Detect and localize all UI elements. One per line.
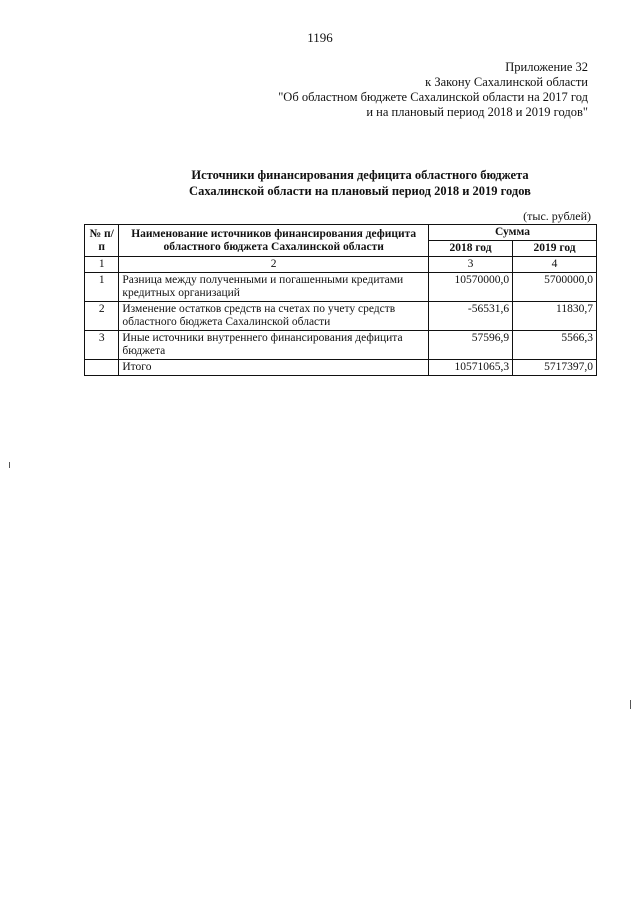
scan-mark	[630, 700, 631, 709]
table-row	[85, 302, 597, 331]
scan-mark	[9, 462, 10, 468]
appendix-header	[278, 60, 588, 120]
page-number: 1196	[307, 30, 333, 45]
header-2018: 2018 год	[428, 241, 512, 257]
appendix-line-1: Приложение 32	[505, 60, 588, 74]
row-name: Изменение остатков средств на счетах по учету средств областного бюджета Сахалинской области	[119, 302, 429, 331]
total-2018: 10571065,3	[428, 360, 512, 376]
total-label: Итого	[119, 360, 429, 376]
table-header-row	[85, 225, 597, 241]
appendix-line-3: "Об областном бюджете Сахалинской области на 2017 год	[278, 90, 588, 104]
appendix-line-2: к Закону Сахалинской области	[425, 75, 588, 89]
col-number-3: 3	[428, 257, 512, 273]
document-title	[0, 167, 640, 199]
col-number-1: 1	[85, 257, 119, 273]
row-2018: 57596,9	[428, 331, 512, 360]
table-row	[85, 331, 597, 360]
row-num: 2	[85, 302, 119, 331]
row-num: 1	[85, 273, 119, 302]
table-row	[85, 273, 597, 302]
col-number-4: 4	[513, 257, 597, 273]
header-name: Наименование источников финансирования дефицита областного бюджета Сахалинской области	[119, 225, 429, 257]
total-num	[85, 360, 119, 376]
row-name: Иные источники внутреннего финансирования дефицита бюджета	[119, 331, 429, 360]
financing-sources-table	[84, 224, 597, 376]
row-2018: 10570000,0	[428, 273, 512, 302]
total-2019: 5717397,0	[513, 360, 597, 376]
col-number-2: 2	[119, 257, 429, 273]
row-num: 3	[85, 331, 119, 360]
column-number-row	[85, 257, 597, 273]
row-2018: -56531,6	[428, 302, 512, 331]
unit-label: (тыс. рублей)	[523, 209, 591, 223]
header-num: № п/п	[85, 225, 119, 257]
appendix-line-4: и на плановый период 2018 и 2019 годов"	[366, 105, 588, 119]
title-line-1: Источники финансирования дефицита областного бюджета	[191, 168, 529, 182]
row-2019: 5700000,0	[513, 273, 597, 302]
row-2019: 11830,7	[513, 302, 597, 331]
row-name: Разница между полученными и погашенными кредитами кредитных организаций	[119, 273, 429, 302]
row-2019: 5566,3	[513, 331, 597, 360]
title-line-2: Сахалинской области на плановый период 2018 и 2019 годов	[189, 184, 531, 198]
header-2019: 2019 год	[513, 241, 597, 257]
header-sum: Сумма	[428, 225, 596, 241]
total-row	[85, 360, 597, 376]
